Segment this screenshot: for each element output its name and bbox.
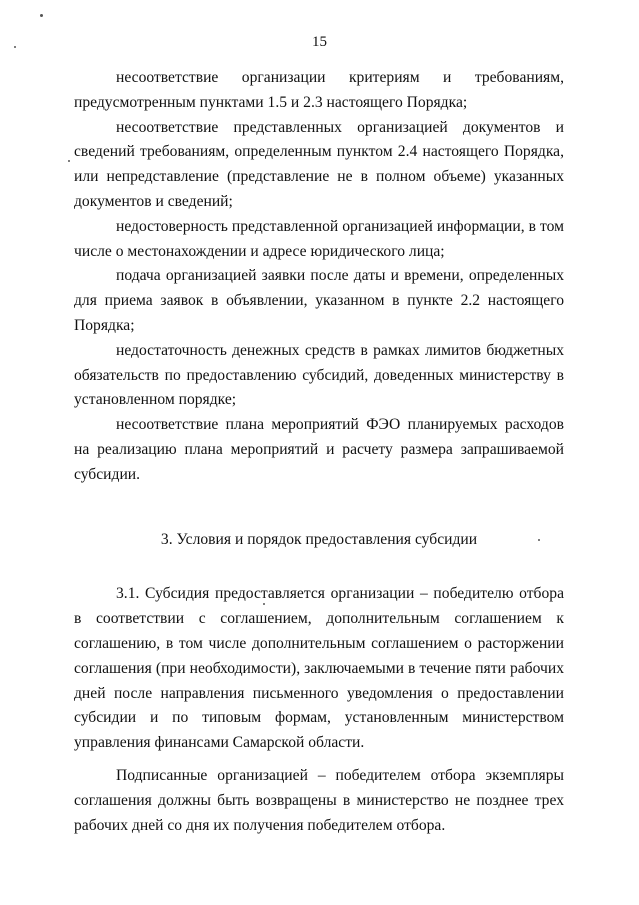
list-item-documents-mismatch: несоответствие представленных организацией документов и сведений требованиям, определенным пунктом 2.4 настоящего Порядка, или непредставление (представление не в полном объеме) указанных документов и сведений;: [74, 118, 564, 210]
document-body: [74, 66, 564, 838]
list-item-plan-mismatch: несоответствие плана мероприятий ФЭО планируемых расходов на реализацию плана мероприятий и расчету размера запрашиваемой субсидии.: [74, 416, 564, 483]
scan-speck: [68, 160, 70, 162]
list-item-late-application: подача организацией заявки после даты и времени, определенных для приема заявок в объявлении, указанном в пункте 2.2 настоящего Порядка;: [74, 267, 564, 334]
list-item-insufficient-funds: недостаточность денежных средств в рамках лимитов бюджетных обязательств по предоставлению субсидий, доведенных министерству в установленном порядке;: [74, 341, 564, 409]
list-item-false-information: недостоверность представленной организацией информации, в том числе о местонахождении и адресе юридического лица;: [74, 217, 564, 260]
paragraph-gap: [74, 756, 564, 764]
scan-speck: [40, 14, 43, 17]
section-heading: 3. Условия и порядок предоставления субсидии: [160, 530, 478, 548]
section-paragraph-agreement-return: Подписанные организацией – победителем отбора экземпляры соглашения должны быть возвращены в министерство не позднее трех рабочих дней со дня их получения победителем отбора.: [74, 766, 564, 834]
page-number: 15: [312, 34, 327, 50]
list-item-criteria-mismatch: несоответствие организации критериям и требованиям, предусмотренным пунктами 1.5 и 2.3 настоящего Порядка;: [74, 69, 564, 111]
section-paragraph-3-1: 3.1. Субсидия предоставляется организации – победителю отбора в соответствии с соглашением, дополнительным соглашением к соглашению, в том числе дополнительным соглашением о расторжении соглашения (при необходимости), заключаемыми в течение пяти рабочих дней после направления письменного уведомления о предоставлении субсидии и по типовым формам, установленным министерством управления финансами Самарской области.: [74, 585, 564, 752]
